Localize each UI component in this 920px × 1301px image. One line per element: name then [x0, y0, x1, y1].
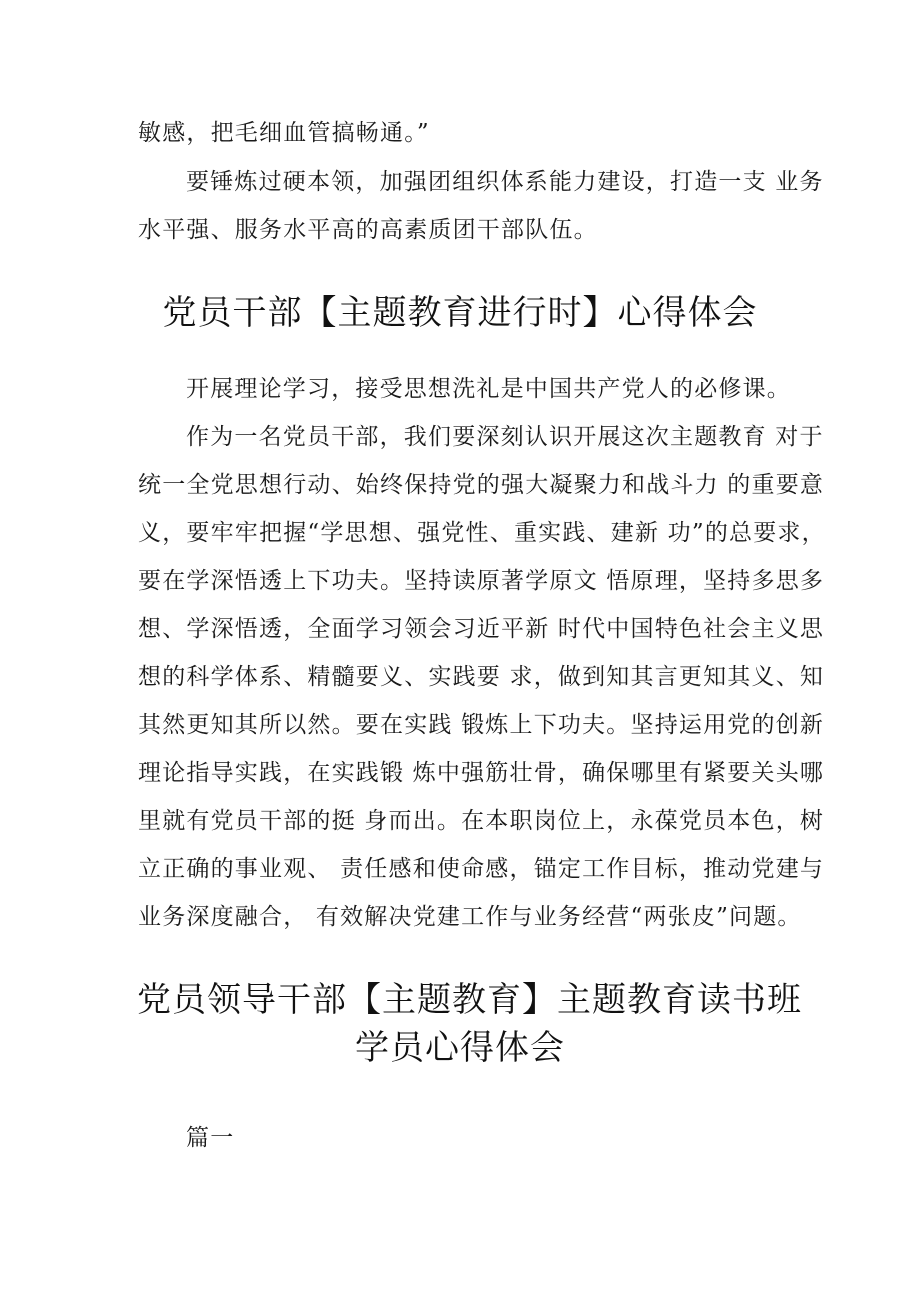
- paragraph-line: 敏感，把毛细血管搞畅通。”: [138, 120, 430, 146]
- paragraph-line: 水平强、服务水平高的高素质团干部队伍。: [138, 217, 598, 243]
- paragraph-line: 统一全党思想行动、始终保持党的强大凝聚力和战斗力 的重要意: [138, 472, 825, 498]
- part-label: 篇一: [186, 1125, 235, 1151]
- section-heading: 党员干部【主题教育进行时】心得体会: [162, 293, 758, 333]
- paragraph-line: 想的科学体系、精髓要义、实践要 求，做到知其言更知其义、知: [138, 664, 825, 690]
- paragraph-line: 其然更知其所以然。要在实践 锻炼上下功夫。坚持运用党的创新: [138, 712, 825, 738]
- paragraph-line: 要在学深悟透上下功夫。坚持读原著学原文 悟原理，坚持多思多: [138, 568, 825, 594]
- paragraph-line: 立正确的事业观、 责任感和使命感，锚定工作目标，推动党建与: [138, 856, 825, 882]
- paragraph-line: 义，要牢牢把握“学思想、强党性、重实践、建新 功”的总要求，: [138, 520, 826, 546]
- paragraph-line: 作为一名党员干部，我们要深刻认识开展这次主题教育 对于: [186, 424, 824, 450]
- paragraph-line: 里就有党员干部的挺 身而出。在本职岗位上，永葆党员本色，树: [138, 808, 825, 834]
- section-heading: 党员领导干部【主题教育】主题教育读书班: [137, 980, 802, 1020]
- paragraph-line: 想、学深悟透，全面学习领会习近平新 时代中国特色社会主义思: [138, 616, 825, 642]
- paragraph-line: 要锤炼过硬本领，加强团组织体系能力建设，打造一支 业务: [186, 169, 824, 195]
- paragraph-line: 开展理论学习，接受思想洗礼是中国共产党人的必修课。: [186, 376, 791, 402]
- section-heading-continuation: 学员心得体会: [355, 1028, 565, 1068]
- paragraph-line: 理论指导实践，在实践锻 炼中强筋壮骨，确保哪里有紧要关头哪: [138, 760, 825, 786]
- paragraph-line: 业务深度融合， 有效解决党建工作与业务经营“两张皮”问题。: [138, 904, 802, 930]
